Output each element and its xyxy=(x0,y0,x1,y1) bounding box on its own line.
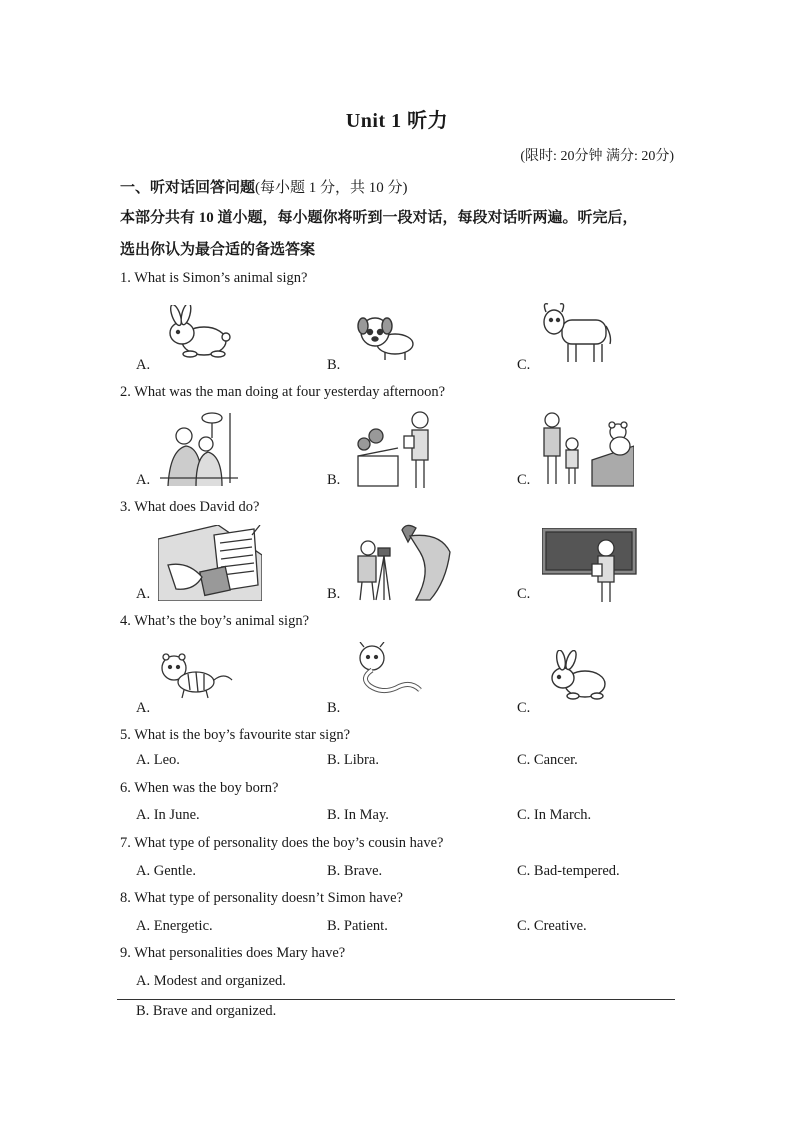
q4-option-a[interactable]: A. xyxy=(136,700,151,716)
question-6: 6. When was the boy born? xyxy=(120,780,279,796)
q9-option-b[interactable]: B. Brave and organized. xyxy=(136,1003,277,1019)
classroom-teacher-icon[interactable] xyxy=(348,410,436,490)
q6-option-b[interactable]: B. In May. xyxy=(327,807,389,823)
tiger-icon[interactable] xyxy=(158,650,234,700)
photographer-icon[interactable] xyxy=(350,522,452,602)
q9-option-a[interactable]: A. Modest and organized. xyxy=(136,973,286,989)
q8-option-b[interactable]: B. Patient. xyxy=(327,918,388,934)
rabbit-icon[interactable] xyxy=(545,650,609,702)
q3-option-b[interactable]: B. xyxy=(327,586,341,602)
q6-option-c[interactable]: C. In March. xyxy=(517,807,592,823)
q7-option-c[interactable]: C. Bad-tempered. xyxy=(517,863,620,879)
question-8: 8. What type of personality doesn’t Simon have? xyxy=(120,890,403,906)
q3-option-a[interactable]: A. xyxy=(136,586,151,602)
ox-icon[interactable] xyxy=(540,300,614,364)
page-title: Unit 1 听力 xyxy=(345,110,449,132)
surgery-icon[interactable] xyxy=(160,408,238,488)
q1-option-b[interactable]: B. xyxy=(327,357,341,373)
question-9: 9. What personalities does Mary have? xyxy=(120,945,346,961)
writer-icon[interactable] xyxy=(158,525,262,601)
page-divider xyxy=(117,999,675,1000)
q4-option-c[interactable]: C. xyxy=(517,700,531,716)
q2-option-a[interactable]: A. xyxy=(136,472,151,488)
father-son-teddy-icon[interactable] xyxy=(540,410,634,490)
question-5: 5. What is the boy’s favourite star sign? xyxy=(120,727,351,743)
question-2: 2. What was the man doing at four yesterday afternoon? xyxy=(120,384,446,400)
q5-option-a[interactable]: A. Leo. xyxy=(136,752,180,768)
q5-option-b[interactable]: B. Libra. xyxy=(327,752,379,768)
dog-icon[interactable] xyxy=(355,312,417,362)
q7-option-b[interactable]: B. Brave. xyxy=(327,863,383,879)
section-intro-line-2: 选出你认为最合适的备选答案 xyxy=(120,242,316,258)
q2-option-c[interactable]: C. xyxy=(517,472,531,488)
q6-option-a[interactable]: A. In June. xyxy=(136,807,200,823)
rabbit-icon[interactable] xyxy=(160,305,232,361)
q5-option-c[interactable]: C. Cancer. xyxy=(517,752,578,768)
section-heading xyxy=(120,176,408,197)
q2-option-b[interactable]: B. xyxy=(327,472,341,488)
section-points: (每小题 1 分，共 10 分) xyxy=(255,180,408,196)
section-intro-line-1: 本部分共有 10 道小题，每小题你将听到一段对话，每段对话听两遍。听完后， xyxy=(120,210,638,226)
q7-option-a[interactable]: A. Gentle. xyxy=(136,863,196,879)
question-4: 4. What’s the boy’s animal sign? xyxy=(120,613,310,629)
q8-option-c[interactable]: C. Creative. xyxy=(517,918,587,934)
question-1: 1. What is Simon’s animal sign? xyxy=(120,270,308,286)
q1-option-c[interactable]: C. xyxy=(517,357,531,373)
q8-option-a[interactable]: A. Energetic. xyxy=(136,918,213,934)
dragon-icon[interactable] xyxy=(352,642,422,704)
q4-option-b[interactable]: B. xyxy=(327,700,341,716)
q3-option-c[interactable]: C. xyxy=(517,586,531,602)
q1-option-a[interactable]: A. xyxy=(136,357,151,373)
question-7: 7. What type of personality does the boy’s cousin have? xyxy=(120,835,444,851)
section-title: 一、听对话回答问题 xyxy=(120,180,256,196)
question-3: 3. What does David do? xyxy=(120,499,260,515)
time-score-limit: (限时: 20分钟 满分: 20分) xyxy=(520,149,674,164)
teacher-icon[interactable] xyxy=(542,528,638,602)
